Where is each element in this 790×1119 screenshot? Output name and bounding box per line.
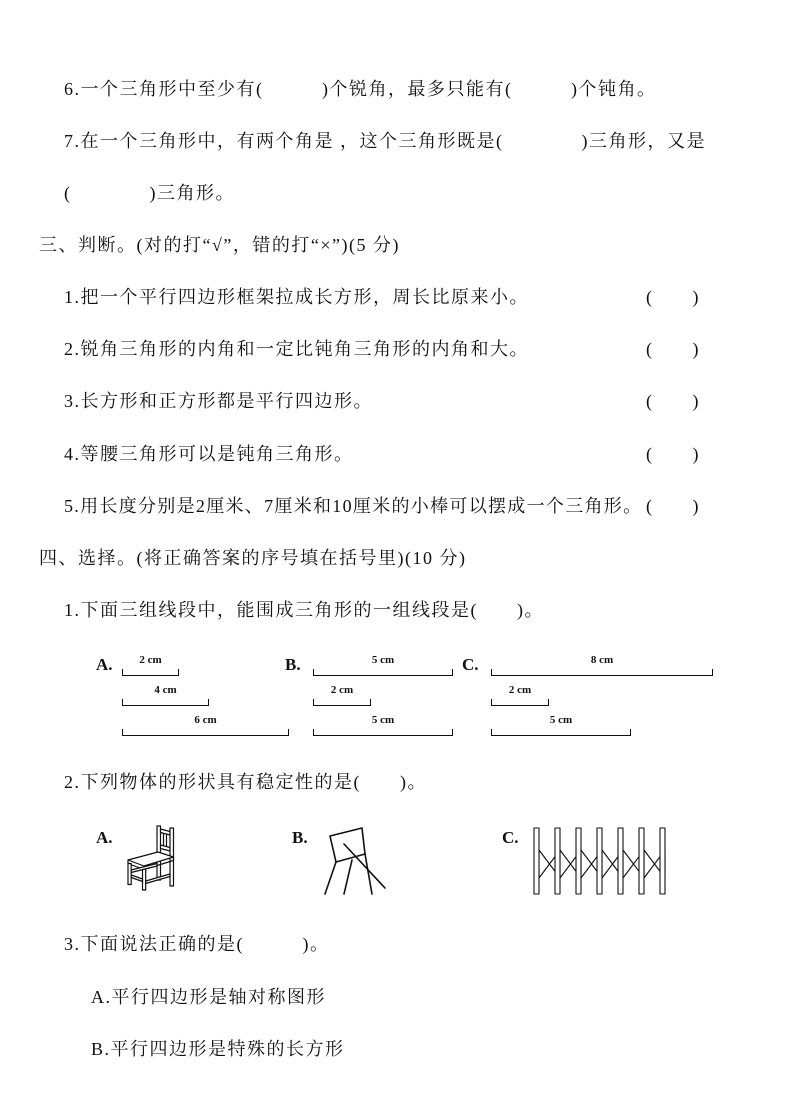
option-c-label: C.: [462, 655, 479, 674]
judge-answer-box-5: ( ): [646, 496, 700, 516]
line-segment: [122, 684, 209, 706]
segment-length-label: 2 cm: [508, 684, 532, 696]
option-b-label: B.: [292, 828, 308, 847]
judge-answer-box-4: ( ): [646, 444, 700, 464]
question-7-line-1: 7.在一个三角形中，有两个角是 ，这个三角形既是( )三角形，又是: [64, 131, 706, 151]
line-segment: [491, 654, 713, 676]
judge-answer-box-3: ( ): [646, 391, 700, 411]
segment-length-label: 8 cm: [590, 654, 614, 666]
line-segment: [313, 714, 453, 736]
judge-item-1: 1.把一个平行四边形框架拉成长方形，周长比原来小。: [64, 287, 529, 307]
section-4-heading: 四、选择。(将正确答案的序号填在括号里)(10 分): [39, 548, 467, 568]
segment-length-label: 5 cm: [371, 654, 395, 666]
choice-option-a: A.平行四边形是轴对称图形: [91, 987, 326, 1007]
line-segment: [122, 714, 289, 736]
option-a-label: A.: [96, 828, 113, 847]
judge-item-3: 3.长方形和正方形都是平行四边形。: [64, 391, 373, 411]
question-7-line-2: ( )三角形。: [64, 183, 235, 203]
judge-item-2: 2.锐角三角形的内角和一定比钝角三角形的内角和大。: [64, 339, 529, 359]
line-segment: [313, 684, 371, 706]
line-segment: [122, 654, 179, 676]
judge-item-5: 5.用长度分别是2厘米、7厘米和10厘米的小棒可以摆成一个三角形。: [64, 496, 643, 516]
segment-length-label: 6 cm: [194, 714, 217, 726]
section-3-heading: 三、判断。(对的打“√”，错的打“×”)(5 分): [39, 235, 400, 255]
question-6: 6.一个三角形中至少有( )个锐角，最多只能有( )个钝角。: [64, 79, 657, 99]
segment-length-label: 5 cm: [549, 714, 573, 726]
option-b-label: B.: [285, 655, 301, 674]
judge-item-4: 4.等腰三角形可以是钝角三角形。: [64, 444, 354, 464]
choice-question-3: 3.下面说法正确的是( )。: [64, 934, 330, 954]
expandable-gate-icon: [528, 826, 670, 898]
choice-question-2: 2.下列物体的形状具有稳定性的是( )。: [64, 772, 427, 792]
judge-answer-box-2: ( ): [646, 339, 700, 359]
choice-option-b: B.平行四边形是特殊的长方形: [91, 1039, 345, 1059]
line-segment: [491, 714, 631, 736]
segment-length-label: 4 cm: [154, 684, 177, 696]
segment-length-label: 2 cm: [330, 684, 354, 696]
line-segment: [491, 684, 549, 706]
line-segment: [313, 654, 453, 676]
option-c-label: C.: [502, 828, 519, 847]
option-a-label: A.: [96, 655, 113, 674]
choice-question-1: 1.下面三组线段中，能围成三角形的一组线段是( )。: [64, 600, 544, 620]
segment-length-label: 5 cm: [371, 714, 395, 726]
chair-icon: [125, 824, 180, 892]
segment-length-label: 2 cm: [139, 654, 162, 666]
folding-stand-icon: [322, 824, 388, 896]
judge-answer-box-1: ( ): [646, 287, 700, 307]
